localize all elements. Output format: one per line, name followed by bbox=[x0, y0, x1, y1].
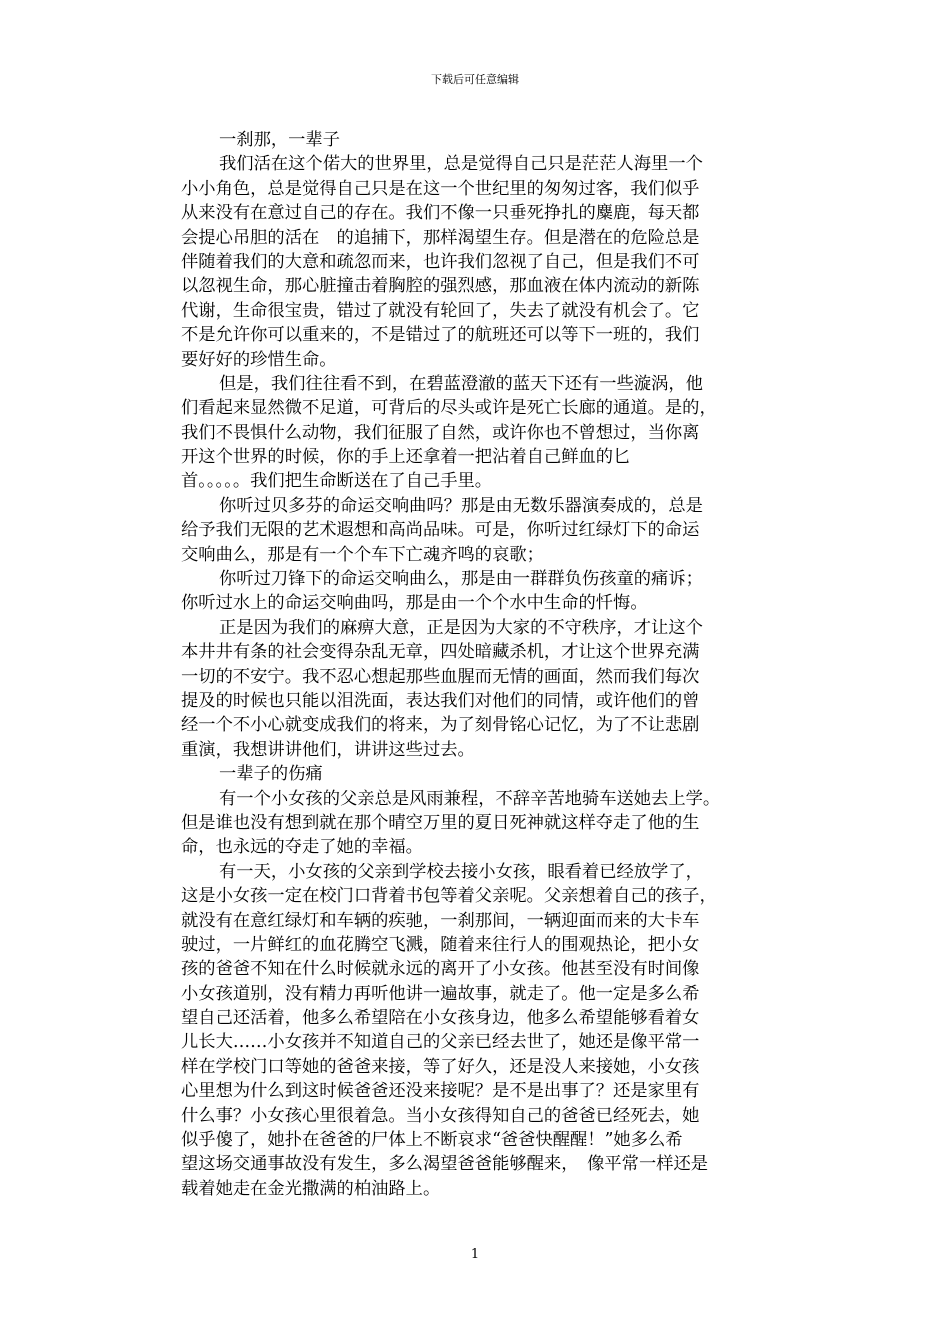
text-line: 但是谁也没有想到就在那个晴空万里的夏日死神就这样夺走了他的生 bbox=[181, 812, 700, 833]
text-line: 要好好的珍惜生命。 bbox=[181, 349, 337, 370]
text-line: 以忽视生命，那心脏撞击着胸腔的强烈感，那血液在体内流动的新陈 bbox=[181, 276, 700, 297]
text-line: 伴随着我们的大意和疏忽而来，也许我们忽视了自己，但是我们不可 bbox=[181, 251, 700, 272]
text-line: 不是允许你可以重来的，不是错过了的航班还可以等下一班的，我们 bbox=[181, 325, 700, 346]
text-line: 望自己还活着，他多么希望陪在小女孩身边，他多么希望能够看着女 bbox=[181, 1008, 700, 1029]
text-line: 重演，我想讲讲他们，讲讲这些过去。 bbox=[181, 739, 475, 760]
document-body bbox=[181, 128, 765, 1201]
text-line: 似乎傻了，她扑在爸爸的尸体上不断哀求“爸爸快醒醒！”她多么希 bbox=[181, 1130, 683, 1151]
text-line: 命，也永远的夺走了她的幸福。 bbox=[181, 837, 423, 858]
text-line: 小小角色，总是觉得自己只是在这一个世纪里的匆匆过客，我们似乎 bbox=[181, 178, 700, 199]
text-line: 就没有在意红绿灯和车辆的疾驰，一刹那间，一辆迎面而来的大卡车 bbox=[181, 910, 700, 931]
text-line: 开这个世界的时候，你的手上还拿着一把沾着自己鲜血的匕 bbox=[181, 447, 631, 468]
text-line: 小女孩道别，没有精力再听他讲一遍故事，就走了。他一定是多么希 bbox=[181, 983, 700, 1004]
text-line: 载着她走在金光撒满的柏油路上。 bbox=[181, 1178, 441, 1199]
text-line: 你听过刀锋下的命运交响曲么，那是由一群群负伤孩童的痛诉； bbox=[219, 569, 703, 590]
text-line: 提及的时候也只能以泪洗面，表达我们对他们的同情，或许他们的曾 bbox=[181, 690, 700, 711]
text-line: 你听过贝多芬的命运交响曲吗？那是由无数乐器演奏成的，总是 bbox=[219, 495, 703, 516]
text-line: 但是，我们往往看不到，在碧蓝澄澈的蓝天下还有一些漩涡，他 bbox=[219, 373, 703, 394]
text-line: 我们不畏惧什么动物，我们征服了自然，或许你也不曾想过，当你离 bbox=[181, 422, 700, 443]
text-line: 交响曲么，那是有一个个车下亡魂齐鸣的哀歌； bbox=[181, 544, 544, 565]
text-line: 你听过水上的命运交响曲吗，那是由一个个水中生命的忏悔。 bbox=[181, 593, 648, 614]
text-line: 一辈子的伤痛 bbox=[219, 764, 323, 785]
text-line: 一刹那，一辈子 bbox=[219, 130, 340, 150]
page-number: 1 bbox=[470, 1247, 480, 1262]
text-line: 望这场交通事故没有发生，多么渴望爸爸能够醒来， 像平常一样还是 bbox=[181, 1154, 709, 1175]
text-line: 样在学校门口等她的爸爸来接，等了好久，还是没人来接她，小女孩 bbox=[181, 1056, 700, 1077]
text-line: 驶过，一片鲜红的血花腾空飞溅，随着来往行人的围观热论，把小女 bbox=[181, 934, 700, 955]
text-line: 心里想为什么到这时候爸爸还没来接呢？是不是出事了？还是家里有 bbox=[181, 1081, 700, 1102]
text-line: 经一个不小心就变成我们的将来，为了刻骨铭心记忆，为了不让悲剧 bbox=[181, 715, 700, 736]
text-line: 首。。。。。我们把生命断送在了自己手里。 bbox=[181, 471, 493, 492]
text-line: 我们活在这个偌大的世界里，总是觉得自己只是茫茫人海里一个 bbox=[219, 154, 703, 175]
text-line: 本井井有条的社会变得杂乱无章，四处暗藏杀机，才让这个世界充满 bbox=[181, 642, 700, 663]
text-line: 从来没有在意过自己的存在。我们不像一只垂死挣扎的麋鹿，每天都 bbox=[181, 203, 700, 224]
text-line: 们看起来显然微不足道，可背后的尽头或许是死亡长廊的通道。是的， bbox=[181, 398, 717, 419]
text-line: 儿长大……小女孩并不知道自己的父亲已经去世了，她还是像平常一 bbox=[181, 1032, 700, 1053]
text-line: 一切的不安宁。我不忍心想起那些血腥而无情的画面，然而我们每次 bbox=[181, 666, 700, 687]
text-line: 会提心吊胆的活在 的追捕下，那样渴望生存。但是潜在的危险总是 bbox=[181, 227, 700, 248]
text-line: 有一天，小女孩的父亲到学校去接小女孩，眼看着已经放学了， bbox=[219, 861, 703, 882]
text-line: 给予我们无限的艺术遐想和高尚品味。可是，你听过红绿灯下的命运 bbox=[181, 520, 700, 541]
text-line: 有一个小女孩的父亲总是风雨兼程，不辞辛苦地骑车送她去上学。 bbox=[219, 788, 721, 809]
text-line: 孩的爸爸不知在什么时候就永远的离开了小女孩。他甚至没有时间像 bbox=[181, 959, 700, 980]
text-line: 正是因为我们的麻痹大意，正是因为大家的不守秩序，才让这个 bbox=[219, 617, 703, 638]
text-line: 这是小女孩一定在校门口背着书包等着父亲呢。父亲想着自己的孩子， bbox=[181, 886, 717, 907]
page-header: 下载后可任意编辑 bbox=[431, 73, 519, 86]
text-line: 代谢，生命很宝贵，错过了就没有轮回了，失去了就没有机会了。它 bbox=[181, 300, 700, 321]
text-line: 什么事？小女孩心里很着急。当小女孩得知自己的爸爸已经死去，她 bbox=[181, 1105, 700, 1126]
